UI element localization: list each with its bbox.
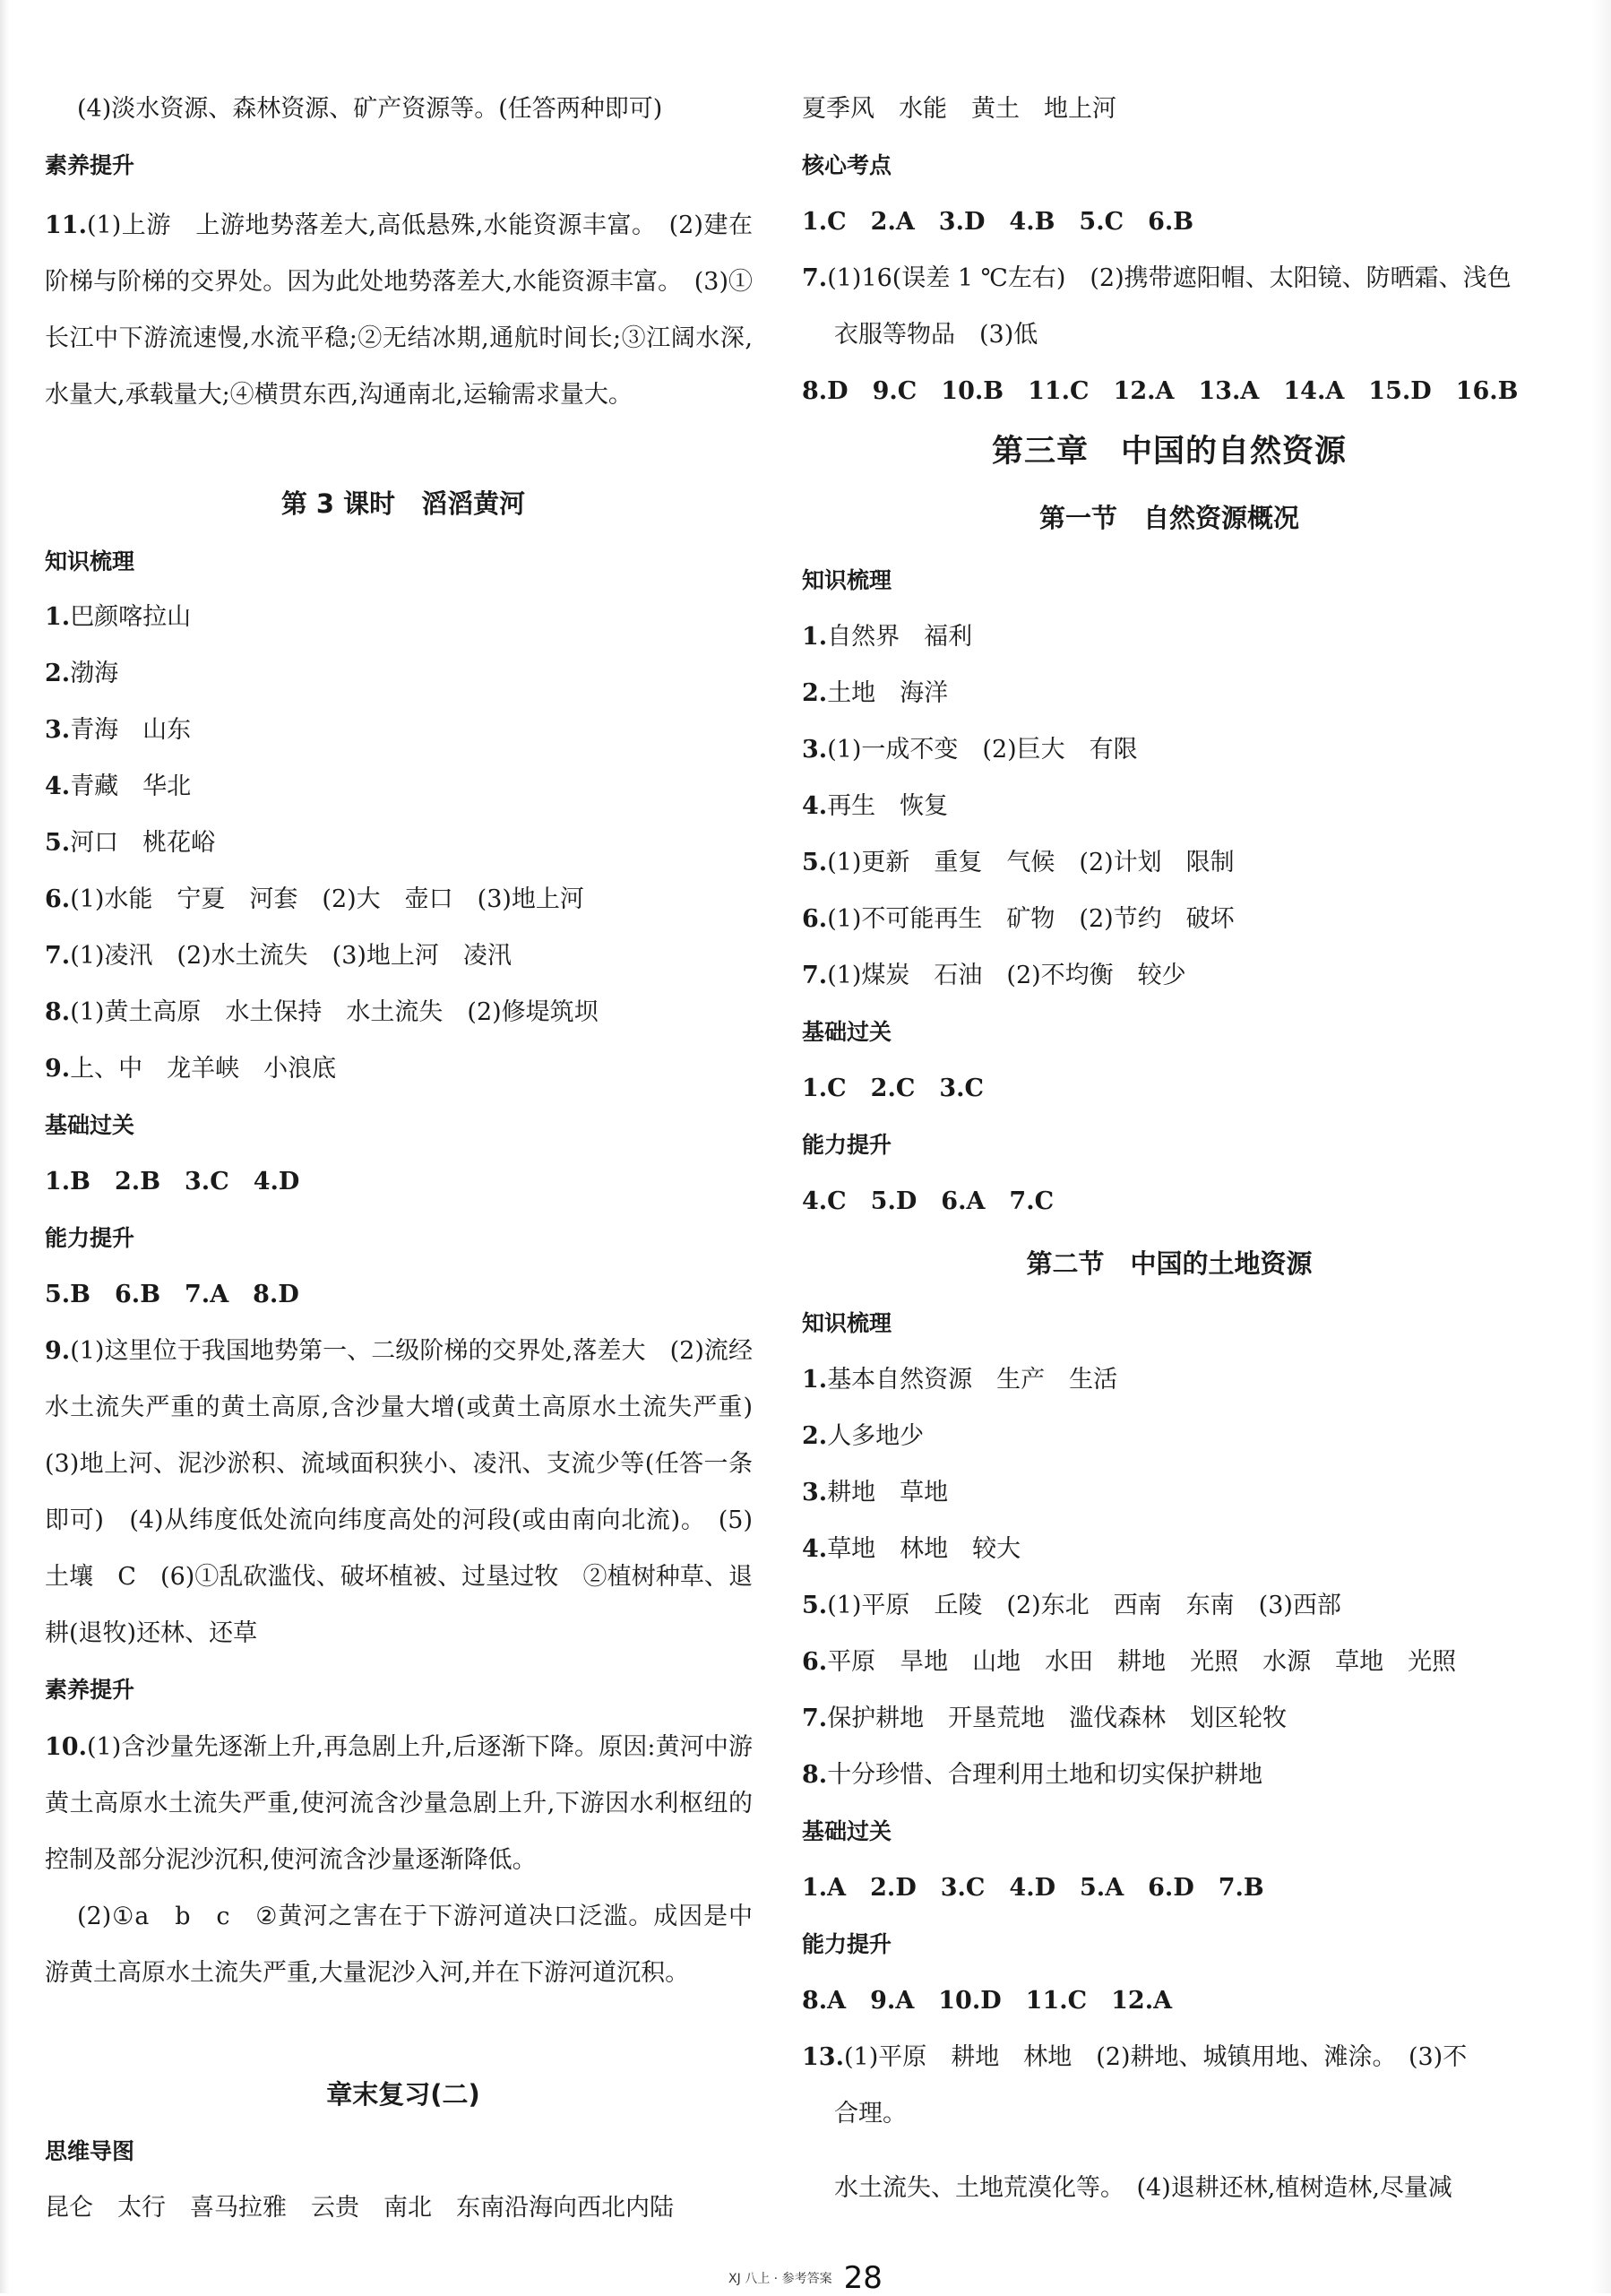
list-item: 8.(1)黄土高原 水土保持 水土流失 (2)修堤筑坝 [45,998,599,1026]
section-heading-jichu: 基础过关 [802,1019,892,1045]
list-item: 5.(1)平原 丘陵 (2)东北 西南 东南 (3)西部 [802,1592,1341,1619]
list-item: 7.(1)凌汛 (2)水土流失 (3)地上河 凌汛 [45,942,512,970]
list-item: 3.青海 山东 [45,716,192,744]
question-13-cont: 合理。 [834,2100,907,2128]
question-number: 9. [45,1337,71,1365]
section-title: 第一节 自然资源概况 [1038,503,1299,533]
section-heading-jichu: 基础过关 [45,1112,135,1138]
list-item: 5.河口 桃花峪 [45,829,216,857]
answer-line: 1.A 2.D 3.C 4.D 5.A 6.D 7.B [802,1874,1264,1902]
question-9 [45,1323,777,1662]
question-text: (1)上游 上游地势落差大,高低悬殊,水能资源丰富。 (2)建在阶梯与阶梯的交界处。因为此处地势落差大,水能资源丰富。 (3)①长江中下游流速慢,水流平稳;②无结冰期,通航时间长;③江阔水深,水量大,承载量大;④横贯东西,沟通南北,运输需求量大。 [45,211,753,409]
list-item: 2.人多地少 [802,1422,925,1450]
list-item: 7.保护耕地 开垦荒地 滥伐森林 划区轮牧 [802,1705,1288,1732]
list-item: 1.基本自然资源 生产 生活 [802,1366,1118,1394]
question-10 [45,1719,753,1888]
section-heading-zhishi: 知识梳理 [45,548,135,574]
list-item: 1.巴颜喀拉山 [45,603,192,631]
list-item: 3.耕地 草地 [802,1479,949,1506]
page-edge-left [0,0,9,2293]
question-number: 11. [45,211,87,239]
list-item: 3.(1)一成不变 (2)巨大 有限 [802,736,1138,764]
question-13: 13.(1)平原 耕地 林地 (2)耕地、城镇用地、滩涂。 (3)不 [802,2043,1468,2071]
section-heading-nengli: 能力提升 [802,1132,892,1158]
list-item: 4.草地 林地 较大 [802,1535,1021,1563]
section-heading-jichu: 基础过关 [802,1818,892,1844]
page-number: 28 [843,2260,883,2296]
question-7: 7.(1)16(误差 1 ℃左右) (2)携带遮阳帽、太阳镜、防晒霜、浅色 [802,264,1512,292]
section-heading-zhishi: 知识梳理 [802,1310,892,1336]
page-footer [0,2260,1611,2296]
question-text: (1)含沙量先逐渐上升,再急剧上升,后逐渐下降。原因:黄河中游黄土高原水土流失严重,使河流含沙量急剧上升,下游因水利枢纽的控制及部分泥沙沉积,使河流含沙量逐渐降低。 [45,1733,753,1874]
list-item: 4.再生 恢复 [802,792,949,820]
answer-line: 昆仑 太行 喜马拉雅 云贵 南北 东南沿海向西北内陆 [45,2194,674,2222]
list-item: 8.十分珍惜、合理利用土地和切实保护耕地 [802,1761,1263,1789]
question-number: 10. [45,1733,87,1761]
list-item: 7.(1)煤炭 石油 (2)不均衡 较少 [802,962,1186,989]
lesson-title: 第 3 课时 滔滔黄河 [280,488,526,519]
list-item: 6.(1)水能 宁夏 河套 (2)大 壶口 (3)地上河 [45,885,584,913]
answer-line: 8.D 9.C 10.B 11.C 12.A 13.A 14.A 15.D 16.B [802,377,1519,405]
list-item: 1.自然界 福利 [802,623,973,651]
question-11 [45,197,753,423]
question-7-cont: 衣服等物品 (3)低 [834,321,1038,349]
section-heading-suyang: 素养提升 [45,1677,135,1703]
answer-line: 1.C 2.C 3.C [802,1075,985,1102]
answer-line: 1.C 2.A 3.D 4.B 5.C 6.B [802,208,1194,236]
section-title: 第二节 中国的土地资源 [1026,1248,1313,1279]
answer-line: 8.A 9.A 10.D 11.C 12.A [802,1987,1173,2015]
section-heading-suyang: 素养提升 [45,152,135,178]
list-item: 9.上、中 龙羊峡 小浪底 [45,1055,337,1083]
section-heading-nengli: 能力提升 [45,1225,135,1251]
section-heading-hexin: 核心考点 [802,152,892,178]
question-10-part2: (2)①a b c ②黄河之害在于下游河道决口泛滥。成因是中游黄土高原水土流失严重,大量泥沙入河,并在下游河道沉积。 [45,1903,753,1987]
chapter-review-title: 章末复习(二) [326,2079,480,2110]
list-item: 6.平原 旱地 山地 水田 耕地 光照 水源 草地 光照 [802,1648,1457,1676]
question-text: (1)这里位于我国地势第一、二级阶梯的交界处,落差大 (2)流经水土流失严重的黄土高原,含沙量大增(或黄土高原水土流失严重) (3)地上河、泥沙淤积、流域面积狭小、凌汛、支流少等(任答一条即可) (4)从纬度低处流向纬度高处的河段(或由南向北流)。 (5)土壤 C (6)①乱砍滥伐、破坏植被、过垦过牧 ②植树种草、退耕(退牧)还林、还草 [45,1337,777,1647]
answer-line: 夏季风 水能 黄土 地上河 [802,95,1116,123]
answer-line: 4.C 5.D 6.A 7.C [802,1187,1055,1215]
section-heading-nengli: 能力提升 [802,1931,892,1957]
answer-line: 1.B 2.B 3.C 4.D [45,1168,300,1195]
section-heading-siwei: 思维导图 [45,2138,135,2164]
list-item: 5.(1)更新 重复 气候 (2)计划 限制 [802,849,1235,876]
section-heading-zhishi: 知识梳理 [802,567,892,593]
list-item: 4.青藏 华北 [45,773,192,800]
chapter-title: 第三章 中国的自然资源 [991,434,1347,470]
footer-label: XJ 八上 · 参考答案 [728,2272,832,2286]
page-edge-right [1591,0,1611,2293]
list-item: 2.土地 海洋 [802,679,949,707]
list-item: 6.(1)不可能再生 矿物 (2)节约 破坏 [802,905,1235,933]
question-13-cont: 水土流失、土地荒漠化等。 (4)退耕还林,植树造林,尽量减 [834,2174,1452,2202]
list-item: 2.渤海 [45,660,119,687]
answer-line: 5.B 6.B 7.A 8.D [45,1281,299,1308]
answer-line: (4)淡水资源、森林资源、矿产资源等。(任答两种即可) [77,95,663,123]
